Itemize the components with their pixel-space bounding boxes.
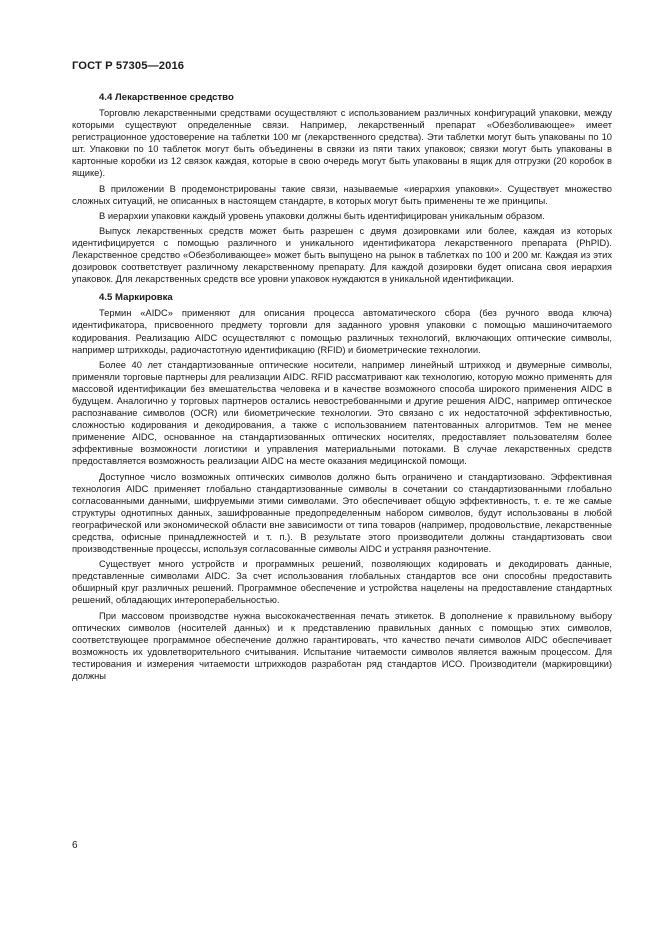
paragraph: Термин «AIDC» применяют для описания процесса автоматического сбора (без ручного ввода ключа) идентификатора, присвоенного предмету торговли для заданного уровня упаковки с помощью машиночитаемого кодирования. Реализацию AIDC осуществляют с помощью различных технологий, включающих оптические символы, например штрихкоды, радиочастотную идентификацию (RFID) и биометрические технологии. [72, 308, 612, 355]
paragraph: В иерархии упаковки каждый уровень упаковки должны быть идентифицирован уникальным образом. [99, 210, 545, 221]
section-heading-4-5: 4.5 Маркировка [99, 292, 173, 304]
standard-header: ГОСТ Р 57305—2016 [72, 60, 185, 72]
paragraph: Торговлю лекарственными средствами осуществляют с использованием различных конфигураций упаковки, между которыми существуют определенные связи. Например, лекарственный препарат «Обезболивающее» имеет регистрационное удостоверение на таблетки 100 мг (лекарственного средства). Эти таблетки могут быть упакованы по 10 шт. Упаковки по 10 таблеток могут быть объединены в связки из пяти таких упаковок; связки могут быть упакованы в картонные коробки из 12 связок каждая, которые в свою очередь могут быть упакованы в ящик для отгрузки (20 коробок в ящике). [72, 108, 612, 179]
paragraph: В приложении В продемонстрированы такие связи, называемые «иерархия упаковки». Существует множество сложных ситуаций, не описанных в настоящем стандарте, в которых могут быть применены те же принципы. [72, 183, 612, 206]
paragraph: Более 40 лет стандартизованные оптические носители, например линейный штрихкод и двумерные символы, применяли торговые партнеры для реализации AIDC. RFID рассматривают как технологию, которую можно применять для массовой идентификации без вмешательства человека и в качестве возможного способа широкого применения AIDC в будущем. Аналогично у торговых партнеров остались невостребованными и другие решения AIDC, например оптическое распознавание символов (OCR) или биометрические технологии. Это связано с их недостаточной эффективностью, сложностью кодирования и декодирования, а также с использованием патентованных алгоритмов. Тем не менее применение AIDC, основанное на стандартизованных оптических носителях, предоставляет пользователям более эффективные возможности логистики и управления материальными потоками. В случае лекарственных средств предоставляется возможность реализации AIDC на месте оказания медицинской помощи. [72, 359, 612, 467]
paragraph: Доступное число возможных оптических символов должно быть ограничено и стандартизовано. Эффективная технология AIDC применяет глобально стандартизованные символы в сочетании со стандартизованными глобально согласованными данными, шифруемыми этими символами. Это обеспечивает общую эффективность, т. е. те же самые структуры однотипных данных, зашифрованные предопределенным набором символов, будут использованы в любой географической или экономической области вне зависимости от типа товаров (например, продовольствие, лекарственные средства, офисные принадлежностей и т. п.). В результате этого производители должны стандартизовать свои производственные процессы, используя согласованные символы AIDC и устраняя разночтение. [72, 471, 612, 555]
section-heading-4-4: 4.4 Лекарственное средство [99, 92, 234, 103]
paragraph: При массовом производстве нужна высококачественная печать этикеток. В дополнение к правильному выбору оптических символов (носителей данных) и к представлению правильных данных с помощью этих символов, соответствующее программное обеспечение должно гарантировать, что качество печати символов AIDC обеспечивает возможность их удовлетворительного считывания. Испытание читаемости символов является важным процессом. Для тестирования и измерения читаемости штрихкодов разработан ряд стандартов ИСО. Производители (маркировщики) должны [72, 610, 612, 682]
page-content [72, 92, 612, 685]
page-number: 6 [72, 840, 78, 851]
paragraph: Выпуск лекарственных средств может быть разрешен с двумя дозировками или более, каждая из которых идентифицируется с помощью различного и уникального идентификатора лекарственного препарата (PhPID). Лекарственное средство «Обезболивающее» может быть выпущено на рынок в таблетках по 100 и 200 мг. Каждая из этих дозировок соответствует различному лекарственному препарату. Для каждой дозировки будет описана своя иерархия упаковок. Для лекарственных средств все уровни упаковок нуждаются в уникальной идентификации. [72, 225, 612, 285]
paragraph: Существует много устройств и программных решений, позволяющих кодировать и декодировать данные, представленные символами AIDC. За счет использования глобальных стандартов все они способны предоставить обширный круг различных решений. Программное обеспечение и устройства нацелены на предоставление стандартных решений, обладающих интероперабельностью. [72, 559, 612, 606]
